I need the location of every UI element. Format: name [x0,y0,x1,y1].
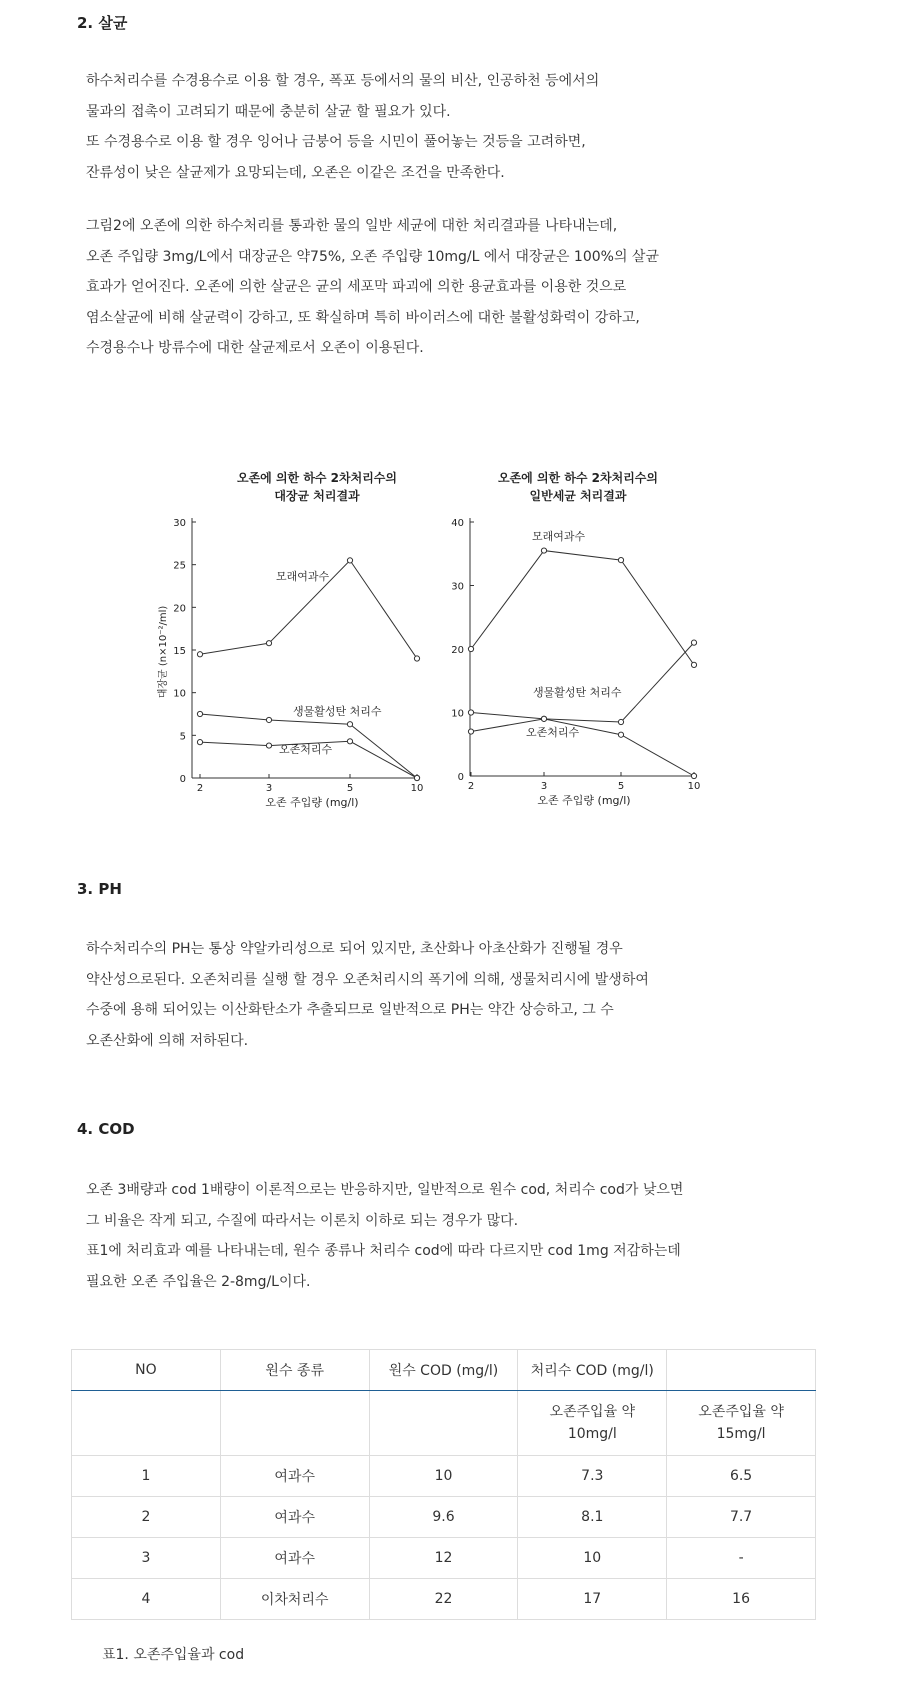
text-line: 오존 주입량 3mg/L에서 대장균은 약75%, 오존 주입량 10mg/L 에서 대장균은 100%의 살균 [86,248,659,265]
table-row [72,1497,816,1538]
series-line [471,643,694,722]
data-point [691,773,696,778]
text-line: 약산성으로된다. 오존처리를 실행 할 경우 오존처리시의 폭기에 의해, 생물처리시에 발생하여 [86,971,649,988]
text-line: 오존 3배량과 cod 1배량이 이론적으로는 반응하지만, 일반적으로 원수 cod, 처리수 cod가 낮으면 [86,1182,684,1198]
text-line: 하수처리수를 수경용수로 이용 할 경우, 폭포 등에서의 물의 비산, 인공하천 등에서의 [86,73,600,89]
ozone-bacteria-figure [0,440,900,810]
data-point [197,711,202,716]
table-cell: 22 [369,1579,518,1620]
column-header: 처리수 COD (mg/l) [518,1350,667,1391]
data-point [618,719,623,724]
series-label: 모래여과수 [532,530,586,543]
ecoli-chart [156,470,423,809]
data-point [618,732,623,737]
x-axis-label: 오존 주입량 (mg/l) [537,794,631,807]
table-cell: 7.3 [518,1456,667,1497]
table-cell: 이차처리수 [220,1579,369,1620]
table-cell: 16 [667,1579,816,1620]
data-point [197,652,202,657]
table-header-row [72,1350,816,1391]
subheader-cell [369,1391,518,1456]
x-tick-label: 3 [540,781,548,792]
data-point [691,640,696,645]
y-tick-label: 0 [179,774,186,785]
data-point [347,739,352,744]
table-cell: 2 [72,1497,221,1538]
text-line: 오존산화에 의해 저하된다. [86,1032,249,1049]
sterilization-paragraph-1 [86,66,599,188]
y-tick-label: 20 [451,645,464,656]
text-line: 효과가 얻어진다. 오존에 의한 살균은 균의 세포막 파괴에 의한 용균효과를 이용한 것으로 [86,279,627,295]
table-cell: 7.7 [667,1497,816,1538]
cod-paragraph [86,1175,683,1297]
data-point [468,729,473,734]
x-tick-label: 5 [617,781,625,792]
series-label: 오존처리수 [526,726,580,739]
section-heading-sterilization: 2. 살균 [77,14,128,32]
subheader-cell [72,1391,221,1456]
data-point [541,716,546,721]
text-line: 필요한 오존 주입율은 2-8mg/L이다. [86,1273,311,1290]
general-bacteria-chart [451,470,700,807]
y-tick-label: 30 [173,518,186,529]
table-cell: 10 [369,1456,518,1497]
x-axis-label: 오존 주입량 (mg/l) [265,796,359,809]
text-line: 수중에 용해 되어있는 이산화탄소가 추출되므로 일반적으로 PH는 약간 상승하고, 그 수 [86,1002,614,1018]
cod-table [71,1349,816,1620]
data-point [266,743,271,748]
ph-paragraph [86,934,649,1056]
table-cell: 6.5 [667,1456,816,1497]
data-point [468,646,473,651]
data-point [414,775,419,780]
y-tick-label: 25 [173,560,186,572]
series-label: 모래여과수 [276,570,330,583]
column-header: 원수 종류 [220,1350,369,1391]
table-cell: 4 [72,1579,221,1620]
table-cell: 17 [518,1579,667,1620]
text-line: 하수처리수의 PH는 통상 약알카리성으로 되어 있지만, 초산화나 아초산화가 진행될 경우 [86,941,623,957]
chart-title: 대장균 처리결과 [274,489,360,503]
text-line: 잔류성이 낮은 살균제가 요망되는데, 오존은 이같은 조건을 만족한다. [86,164,505,181]
column-header: NO [72,1350,221,1391]
text-line: 수경용수나 방류수에 대한 살균제로서 오존이 이용된다. [86,340,424,356]
table-cell: 여과수 [220,1497,369,1538]
data-point [691,662,696,667]
x-tick-label: 5 [346,783,354,794]
y-tick-label: 30 [451,581,464,593]
y-tick-label: 20 [173,603,186,615]
table-cell: 3 [72,1538,221,1579]
text-line: 또 수경용수로 이용 할 경우 잉어나 금붕어 등을 시민이 풀어놓는 것등을 고려하면, [86,134,586,150]
x-tick-label: 2 [196,783,204,794]
column-header: 원수 COD (mg/l) [369,1350,518,1391]
table-row [72,1456,816,1497]
data-point [618,558,623,563]
table-row [72,1538,816,1579]
y-tick-label: 10 [451,708,464,720]
section-heading-cod: 4. COD [77,1120,135,1138]
series-line [471,551,694,665]
table-cell: 1 [72,1456,221,1497]
x-tick-label: 10 [687,781,701,792]
x-tick-label: 10 [410,783,424,794]
y-tick-label: 0 [457,772,464,783]
series-label: 생물활성탄 처리수 [533,686,622,699]
data-point [347,558,352,563]
text-line: 물과의 접촉이 고려되기 때문에 충분히 살균 할 필요가 있다. [86,103,451,120]
subheader-cell [220,1391,369,1456]
table-cell: 여과수 [220,1456,369,1497]
table-cell: 10 [518,1538,667,1579]
text-line: 표1에 처리효과 예를 나타내는데, 원수 종류나 처리수 cod에 따라 다르지만 cod 1mg 저감하는데 [86,1243,681,1259]
y-tick-label: 5 [179,731,186,743]
data-point [541,548,546,553]
chart-title: 오존에 의한 하수 2차처리수의 [237,471,397,485]
sterilization-paragraph-2 [86,211,659,364]
table-cell: 여과수 [220,1538,369,1579]
subheader-cell: 오존주입율 약 15mg/l [667,1391,816,1456]
y-tick-label: 40 [451,518,464,529]
chart-title: 오존에 의한 하수 2차처리수의 [498,471,658,485]
column-header [667,1350,816,1391]
data-point [266,717,271,722]
text-line: 염소살균에 비해 살균력이 강하고, 또 확실하며 특히 바이러스에 대한 불활성화력이 강하고, [86,309,640,326]
table-cell: - [667,1538,816,1579]
data-point [414,656,419,661]
table-row [72,1579,816,1620]
table-cell: 8.1 [518,1497,667,1538]
subheader-cell: 오존주입율 약 10mg/l [518,1391,667,1456]
section-heading-ph: 3. PH [77,880,122,898]
text-line: 그림2에 오존에 의한 하수처리를 통과한 물의 일반 세균에 대한 처리결과를 나타내는데, [86,218,618,234]
data-point [468,710,473,715]
series-label: 오존처리수 [279,743,333,756]
series-label: 생물활성탄 처리수 [293,705,382,718]
text-line: 그 비율은 작게 되고, 수질에 따라서는 이론치 이하로 되는 경우가 많다. [86,1212,519,1229]
table-cell: 9.6 [369,1497,518,1538]
x-tick-label: 2 [467,781,475,792]
data-point [197,740,202,745]
series-line [471,719,694,776]
y-tick-label: 15 [173,646,186,657]
chart-title: 일반세균 처리결과 [529,489,627,503]
data-point [347,722,352,727]
y-axis-label: 대장균 (n×10⁻²/ml) [158,605,169,699]
data-point [266,641,271,646]
table-caption: 표1. 오존주입율과 cod [102,1647,245,1663]
table-subheader-row [72,1391,816,1456]
y-tick-label: 10 [173,688,186,700]
x-tick-label: 3 [265,783,273,794]
table-cell: 12 [369,1538,518,1579]
